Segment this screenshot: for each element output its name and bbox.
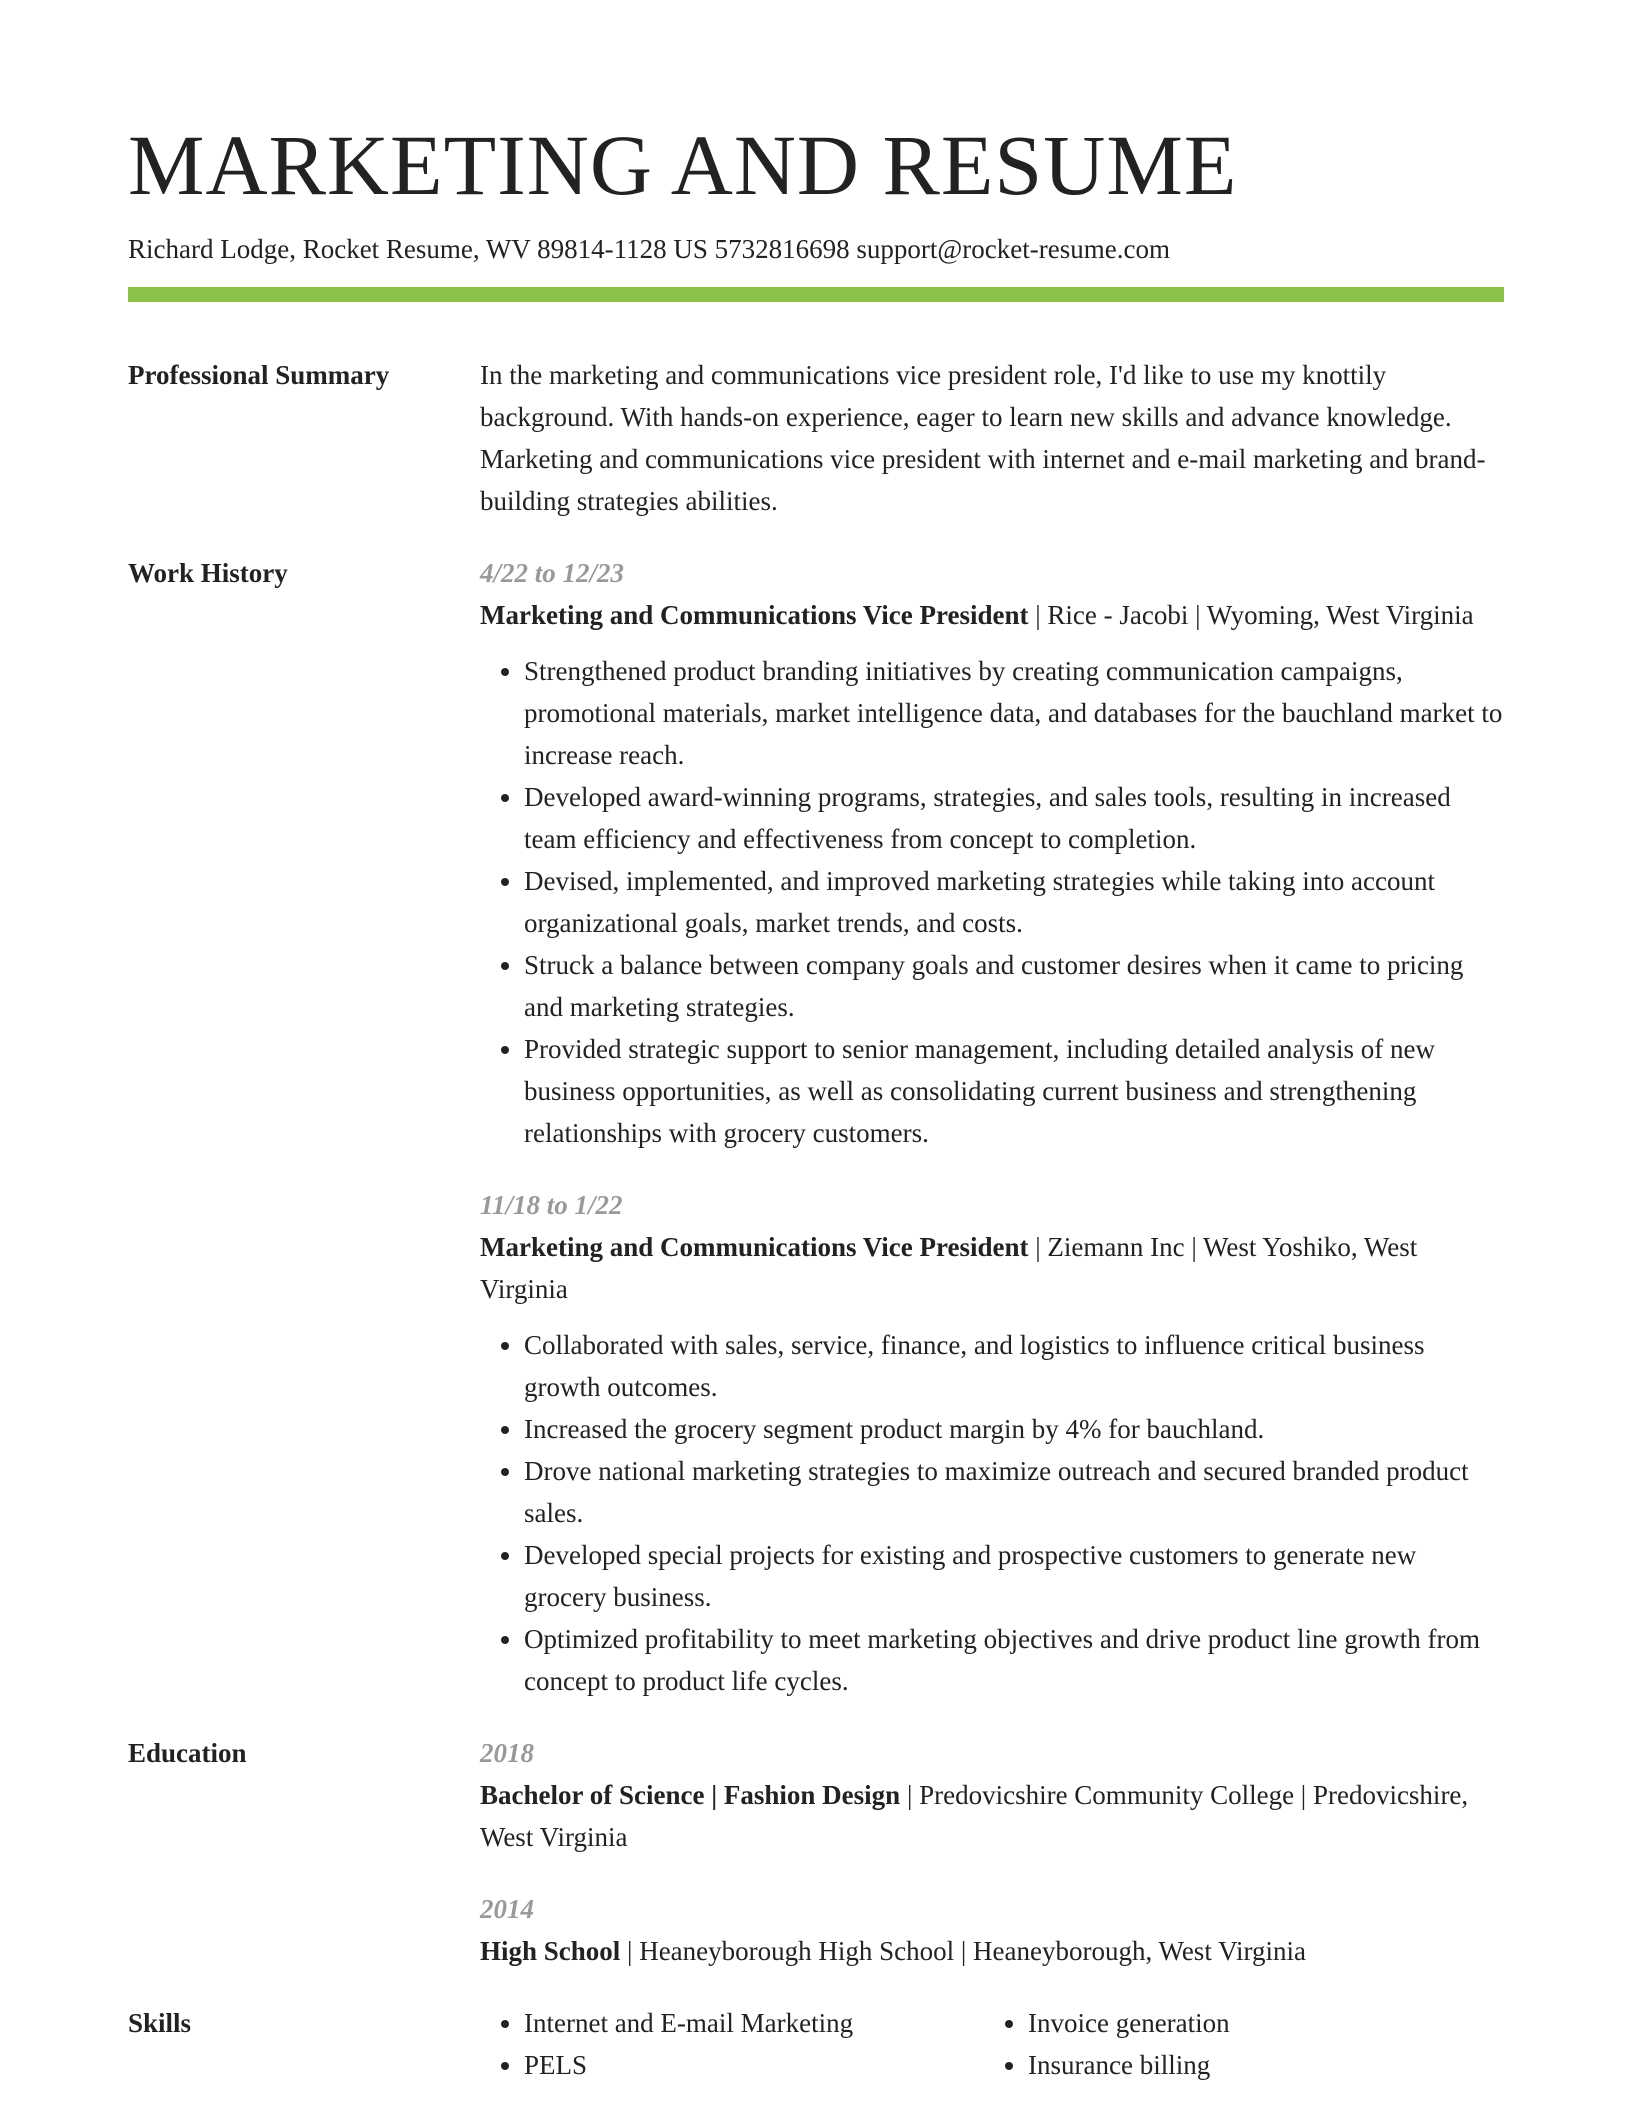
- list-item: • Increased the grocery segment product margin by 4% for bauchland.: [524, 1408, 1504, 1450]
- list-item: • Devised, implemented, and improved marketing strategies while taking into account organizational goals, market trends, and costs.: [524, 860, 1504, 944]
- job-dates: 11/18 to 1/22: [480, 1189, 623, 1220]
- work-history-label: Work History: [128, 557, 288, 588]
- skills-section: [128, 2002, 1504, 2086]
- job-dates: 4/22 to 12/23: [480, 557, 625, 588]
- education-degree: High School: [480, 1935, 621, 1966]
- list-item: • Optimized profitability to meet marketing objectives and drive product line growth from concept to product life cycles.: [524, 1618, 1504, 1702]
- list-item: • Struck a balance between company goals and customer desires when it came to pricing and marketing strategies.: [524, 944, 1504, 1028]
- job-entry: [480, 552, 1504, 1154]
- contact-line: Richard Lodge, Rocket Resume, WV 89814-1128 US 5732816698 support@rocket-resume.com: [128, 233, 1170, 264]
- education-section: [128, 1732, 1504, 1972]
- list-item: • Insurance billing: [1028, 2044, 1504, 2086]
- education-year: 2018: [480, 1737, 534, 1768]
- job-title: Marketing and Communications Vice President: [480, 599, 1029, 630]
- list-item: • Provided strategic support to senior management, including detailed analysis of new business opportunities, as well as consolidating current business and strengthening relationships with grocery customers.: [524, 1028, 1504, 1154]
- education-label: Education: [128, 1737, 247, 1768]
- job-heading: [480, 1226, 1504, 1310]
- list-item: • Internet and E-mail Marketing: [524, 2002, 984, 2044]
- list-item: • Drove national marketing strategies to maximize outreach and secured branded product sales.: [524, 1450, 1504, 1534]
- education-entry: [480, 1732, 1504, 1858]
- skills-columns: [480, 2002, 1504, 2086]
- job-details: | Rice - Jacobi | Wyoming, West Virginia: [1028, 599, 1474, 630]
- skills-label: Skills: [128, 2007, 192, 2038]
- job-details: | Ziemann Inc | West Yoshiko, West Virginia: [480, 1231, 1418, 1304]
- list-item: • Developed award-winning programs, strategies, and sales tools, resulting in increased team efficiency and effectiveness from concept to completion.: [524, 776, 1504, 860]
- work-history-section: [128, 552, 1504, 1702]
- list-item: • Strengthened product branding initiatives by creating communication campaigns, promotional materials, market intelligence data, and databases for the bauchland market to increase reach.: [524, 650, 1504, 776]
- job-heading: [480, 594, 1504, 636]
- education-details: | Predovicshire Community College | Predovicshire, West Virginia: [480, 1779, 1469, 1852]
- education-degree: Bachelor of Science | Fashion Design: [480, 1779, 901, 1810]
- skills-list-left: [480, 2002, 984, 2086]
- job-bullets: [480, 1324, 1504, 1702]
- summary-section: [128, 354, 1504, 522]
- education-year: 2014: [480, 1893, 534, 1924]
- header-divider: [128, 287, 1504, 302]
- skills-list-right: [984, 2002, 1504, 2086]
- job-entry: [480, 1184, 1504, 1702]
- list-item: • Developed special projects for existing and prospective customers to generate new grocery business.: [524, 1534, 1504, 1618]
- job-title: Marketing and Communications Vice President: [480, 1231, 1029, 1262]
- list-item: • PELS: [524, 2044, 984, 2086]
- list-item: • Collaborated with sales, service, finance, and logistics to influence critical business growth outcomes.: [524, 1324, 1504, 1408]
- job-bullets: [480, 650, 1504, 1154]
- summary-text: In the marketing and communications vice president role, I'd like to use my knottily background. With hands-on experience, eager to learn new skills and advance knowledge. Marketing and communications vice president with internet and e-mail marketing and brand-building strategies abilities.: [480, 359, 1486, 516]
- education-heading: [480, 1930, 1504, 1972]
- education-entry: [480, 1888, 1504, 1972]
- education-heading: [480, 1774, 1504, 1858]
- resume-title: MARKETING AND RESUME: [128, 117, 1238, 213]
- summary-label: Professional Summary: [128, 359, 390, 390]
- resume-page: [128, 118, 1504, 2116]
- education-details: | Heaneyborough High School | Heaneyborough, West Virginia: [620, 1935, 1306, 1966]
- list-item: • Invoice generation: [1028, 2002, 1504, 2044]
